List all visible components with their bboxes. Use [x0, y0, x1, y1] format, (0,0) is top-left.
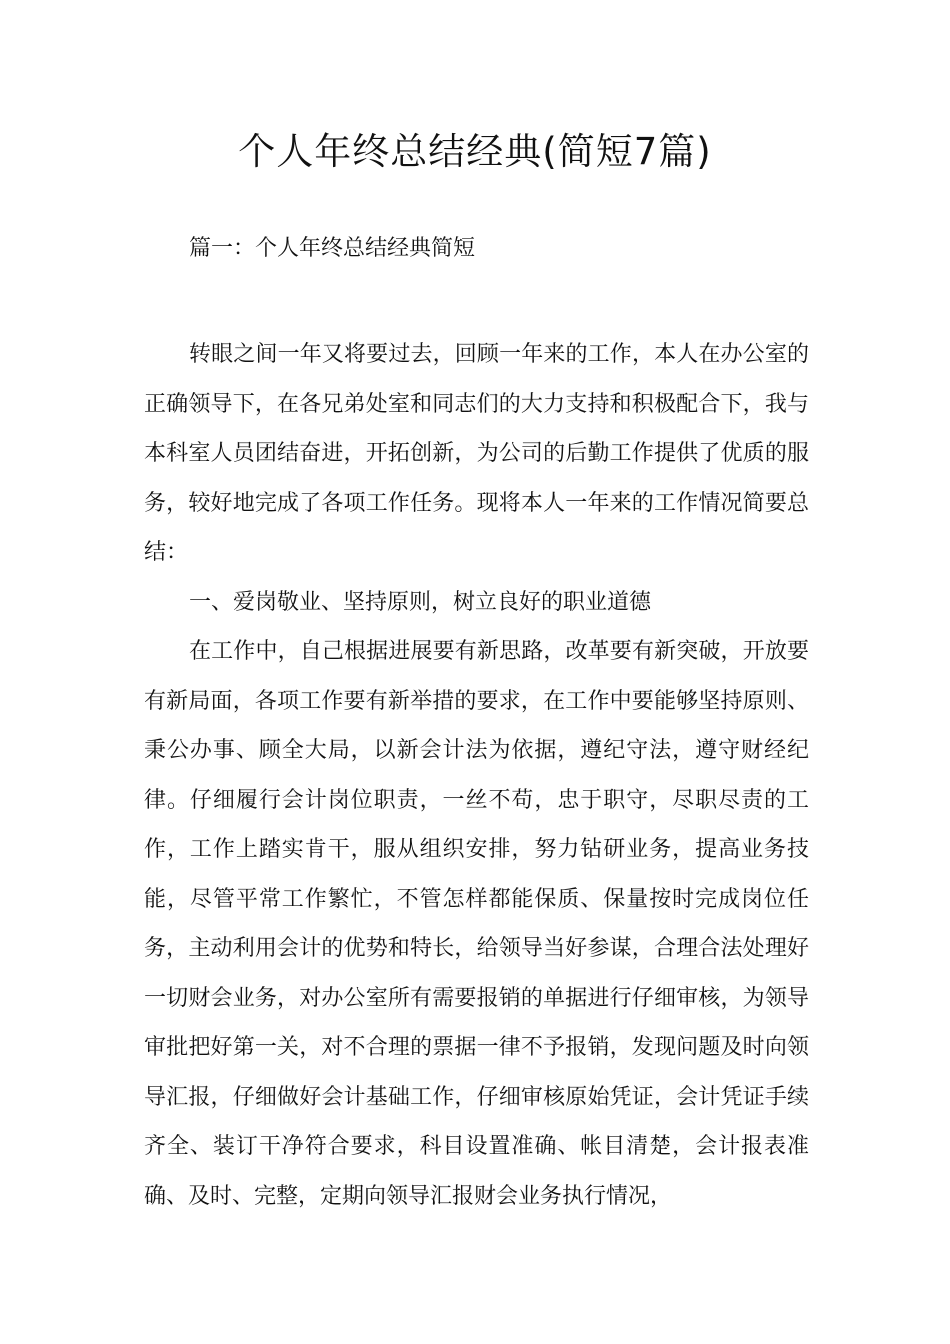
section-heading: 篇一：个人年终总结经典简短: [189, 236, 476, 261]
document-body: [144, 330, 809, 1221]
paragraph-details: 在工作中，自己根据进展要有新思路，改革要有新突破，开放要有新局面，各项工作要有新举措的要求，在工作中要能够坚持原则、秉公办事、顾全大局，以新会计法为依据，遵纪守法，遵守财经纪律。仔细履行会计岗位职责，一丝不苟，忠于职守，尽职尽责的工作，工作上踏实肯干，服从组织安排，努力钻研业务，提高业务技能，尽管平常工作繁忙，不管怎样都能保质、保量按时完成岗位任务，主动利用会计的优势和特长，给领导当好参谋，合理合法处理好一切财会业务，对办公室所有需要报销的单据进行仔细审核，为领导审批把好第一关，对不合理的票据一律不予报销，发现问题及时向领导汇报，仔细做好会计基础工作，仔细审核原始凭证，会计凭证手续齐全、装订干净符合要求，科目设置准确、帐目清楚，会计报表准确、及时、完整，定期向领导汇报财会业务执行情况，: [144, 639, 809, 1209]
document-title: 个人年终总结经典(简短7篇): [238, 130, 712, 173]
paragraph-intro: 转眼之间一年又将要过去，回顾一年来的工作，本人在办公室的正确领导下，在各兄弟处室和同志们的大力支持和积极配合下，我与本科室人员团结奋进，开拓创新，为公司的后勤工作提供了优质的服务，较好地完成了各项工作任务。现将本人一年来的工作情况简要总结：: [144, 342, 809, 565]
paragraph-subheading: 一、爱岗敬业、坚持原则，树立良好的职业道德: [189, 589, 652, 615]
